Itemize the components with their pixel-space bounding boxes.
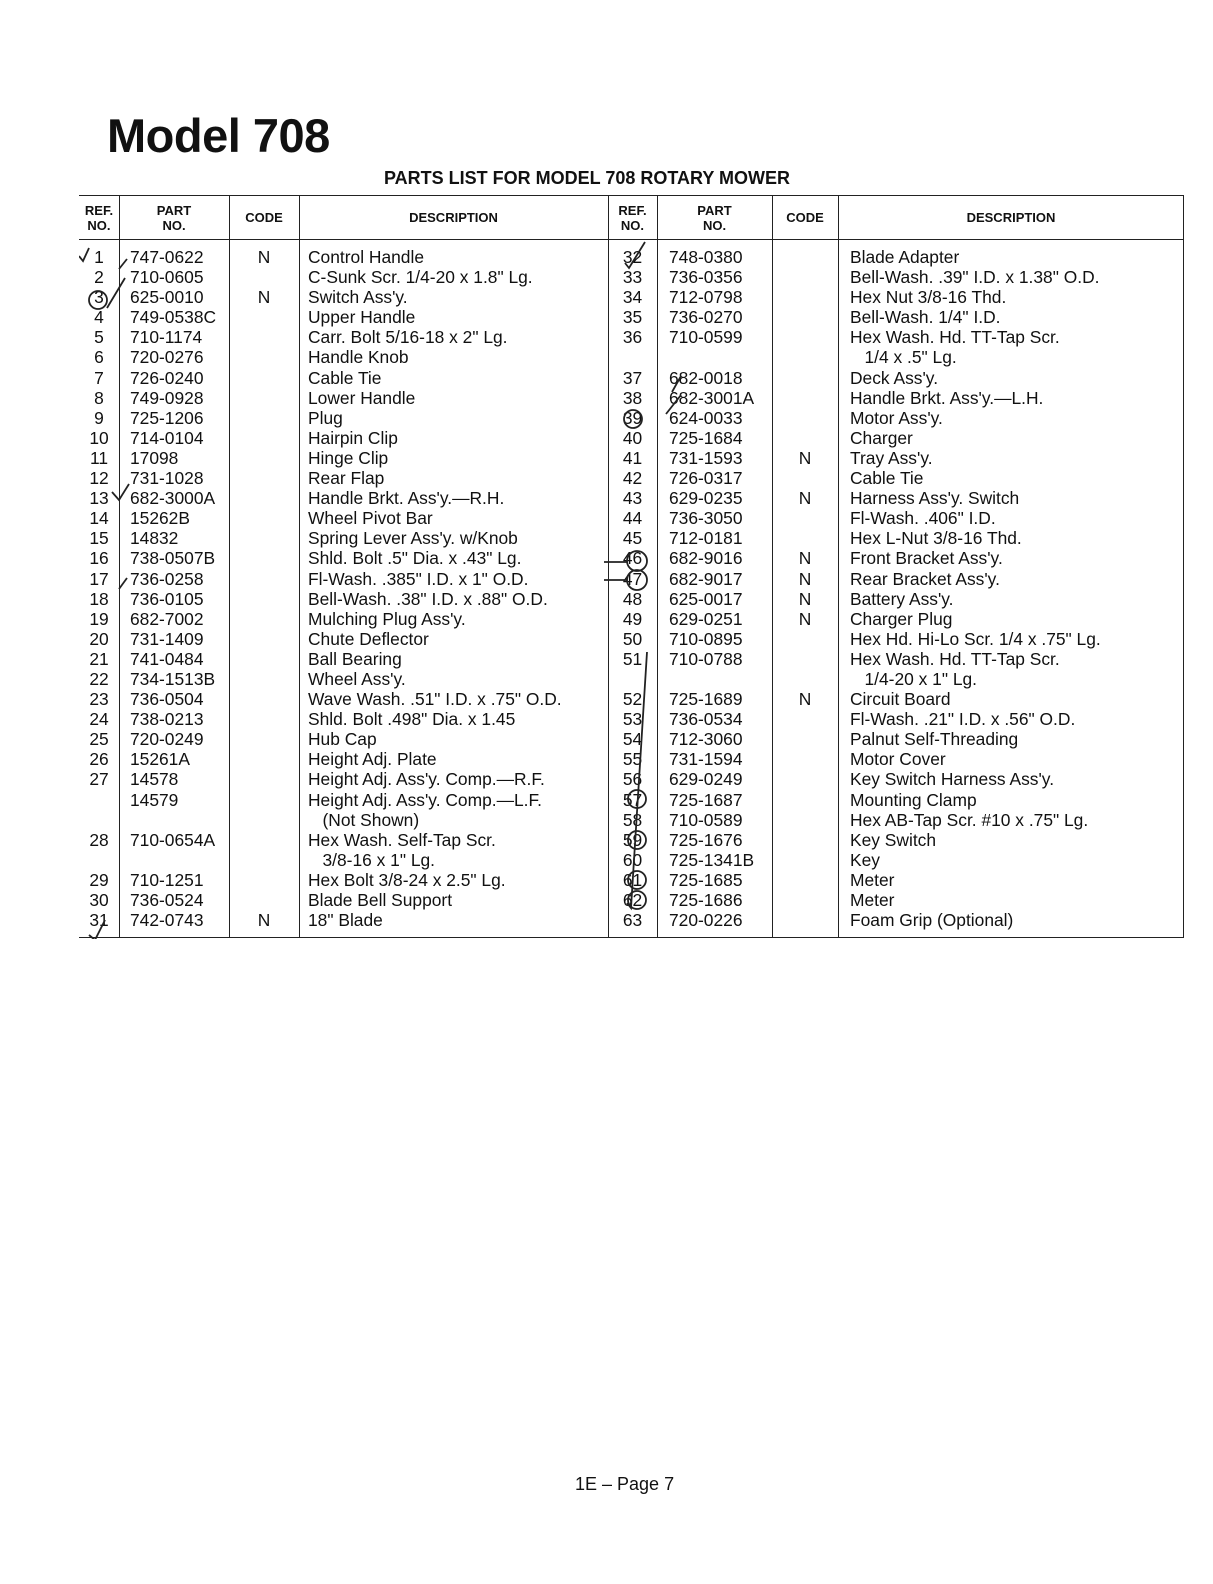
table-row [79, 649, 1183, 669]
description: Switch Ass'y. [308, 287, 408, 308]
description: Rear Bracket Ass'y. [850, 568, 1000, 589]
description: Carr. Bolt 5/16-18 x 2" Lg. [308, 327, 508, 348]
part-number: 712-0181 [669, 528, 743, 549]
table-row [79, 307, 1183, 327]
part-number: 682-3000A [130, 488, 216, 509]
table-row [79, 910, 1183, 930]
table-row [79, 528, 1183, 548]
description: Tray Ass'y. [850, 447, 933, 468]
table-row [79, 428, 1183, 448]
code-value: N [798, 608, 812, 629]
ref-number: 57 [622, 789, 643, 810]
description: Ball Bearing [308, 648, 402, 669]
ref-number: 22 [89, 668, 109, 689]
ref-number: 45 [622, 528, 643, 549]
description: Fl-Wash. .21" I.D. x .56" O.D. [850, 709, 1076, 730]
ref-number: 54 [622, 729, 643, 750]
ref-number: 27 [89, 769, 109, 790]
ref-number: 49 [622, 608, 643, 629]
ref-number: 38 [622, 387, 643, 408]
ref-number: 50 [622, 628, 643, 649]
part-number: 725-1676 [669, 829, 743, 850]
description: Handle Brkt. Ass'y.—L.H. [850, 387, 1044, 408]
part-number: 720-0276 [130, 347, 204, 368]
ref-number: 58 [622, 809, 643, 830]
description: Mulching Plug Ass'y. [308, 608, 466, 629]
ref-number: 24 [89, 709, 109, 730]
description: Height Adj. Ass'y. Comp.—L.F. [308, 789, 542, 810]
ref-number: 48 [622, 588, 643, 609]
part-number: 747-0622 [130, 247, 204, 267]
header-part-left: PART NO. [156, 202, 192, 233]
description: Wave Wash. .51" I.D. x .75" O.D. [308, 689, 562, 710]
part-number: 725-1684 [669, 427, 743, 448]
part-number: 736-0270 [669, 307, 743, 328]
header-ref-left: REF. NO. [84, 202, 114, 233]
part-number: 734-1513B [130, 668, 216, 689]
ref-number: 17 [89, 568, 109, 589]
code-value: N [798, 488, 812, 509]
table-row [79, 790, 1183, 810]
part-number: 720-0249 [130, 729, 204, 750]
header-description-right: DESCRIPTION [966, 210, 1056, 225]
table-row [79, 890, 1183, 910]
table-row [79, 247, 1183, 267]
code-value: N [798, 548, 812, 569]
part-number: 726-0240 [130, 367, 204, 388]
description: Key Switch Harness Ass'y. [850, 769, 1055, 790]
ref-number: 52 [622, 689, 643, 710]
description: Hex AB-Tap Scr. #10 x .75" Lg. [850, 809, 1089, 830]
description: Bell-Wash. .39" I.D. x 1.38" O.D. [850, 267, 1100, 288]
part-number: 731-1593 [669, 447, 743, 468]
ref-number: 35 [622, 307, 643, 328]
ref-number: 9 [94, 407, 104, 428]
ref-number: 1 [94, 247, 104, 267]
part-number: 736-0356 [669, 267, 743, 288]
part-number: 742-0743 [130, 910, 204, 931]
ref-number: 15 [89, 528, 109, 549]
code-value: N [798, 447, 812, 468]
header-description-left: DESCRIPTION [409, 210, 498, 225]
part-number: 629-0251 [669, 608, 743, 629]
table-row [79, 729, 1183, 749]
description: Circuit Board [850, 689, 951, 710]
table-row [79, 508, 1183, 528]
ref-number: 29 [89, 869, 109, 890]
description: Bell-Wash. 1/4" I.D. [850, 307, 1001, 328]
part-number: 731-1409 [130, 628, 204, 649]
part-number: 749-0538C [130, 307, 217, 328]
ref-number: 37 [622, 367, 643, 388]
ref-number: 4 [94, 307, 104, 328]
code-value: N [798, 689, 812, 710]
part-number: 712-3060 [669, 729, 743, 750]
part-number: 725-1685 [669, 869, 743, 890]
ref-number: 39 [622, 407, 643, 428]
description: C-Sunk Scr. 1/4-20 x 1.8" Lg. [308, 267, 533, 288]
ref-number: 3 [94, 287, 104, 308]
description: Rear Flap [308, 468, 385, 489]
description: Cable Tie [850, 468, 924, 489]
part-number: 710-0589 [669, 809, 743, 830]
ref-number: 51 [622, 648, 643, 669]
right-parts-list [79, 247, 1183, 930]
ref-number: 59 [622, 829, 643, 850]
table-row [79, 689, 1183, 709]
ref-number: 60 [622, 849, 643, 870]
ref-number: 12 [89, 468, 109, 489]
description: Meter [850, 869, 895, 890]
ref-number: 43 [622, 488, 643, 509]
description: Handle Brkt. Ass'y.—R.H. [308, 488, 505, 509]
part-number: 14832 [130, 528, 179, 549]
table-row [79, 347, 1183, 367]
part-number: 629-0235 [669, 488, 743, 509]
ref-number: 10 [89, 427, 109, 448]
description: Meter [850, 890, 895, 910]
header-divider [79, 239, 1183, 240]
description: Hex Bolt 3/8-24 x 2.5" Lg. [308, 869, 506, 890]
ref-number: 2 [94, 267, 104, 288]
page-title: Model 708 [107, 109, 330, 162]
description: Palnut Self-Threading [850, 729, 1019, 750]
part-number: 15261A [130, 749, 190, 770]
description: Hex Wash. Hd. TT-Tap Scr. [850, 648, 1060, 669]
description: Lower Handle [308, 387, 416, 408]
ref-number: 31 [89, 910, 109, 931]
code-value: N [798, 568, 812, 589]
part-number: 14579 [130, 789, 179, 810]
description: Wheel Pivot Bar [308, 508, 433, 529]
ref-number: 20 [89, 628, 109, 649]
ref-number: 46 [622, 548, 643, 569]
description: Handle Knob [308, 347, 409, 368]
part-number: 720-0226 [669, 910, 743, 931]
description: 3/8-16 x 1" Lg. [308, 849, 436, 870]
description: Upper Handle [308, 307, 416, 328]
part-number: 725-1341B [669, 849, 755, 870]
part-number: 736-0534 [669, 709, 743, 730]
table-row [79, 810, 1183, 830]
description: Shld. Bolt .498" Dia. x 1.45 [308, 709, 516, 730]
table-row [79, 548, 1183, 568]
part-number: 625-0010 [130, 287, 204, 308]
ref-number: 36 [622, 327, 643, 348]
part-number: 710-0895 [669, 628, 743, 649]
ref-number: 40 [622, 427, 643, 448]
part-number: 736-0105 [130, 588, 204, 609]
ref-number: 21 [89, 648, 109, 669]
description: Motor Cover [850, 749, 946, 770]
part-number: 738-0507B [130, 548, 216, 569]
code-value: N [257, 287, 271, 308]
table-row [79, 408, 1183, 428]
part-number: 736-0504 [130, 689, 204, 710]
parts-table [79, 195, 1184, 938]
ref-number: 56 [622, 769, 643, 790]
description: 1/4-20 x 1" Lg. [850, 668, 978, 689]
header-ref-right: REF. NO. [618, 202, 647, 233]
table-row [79, 709, 1183, 729]
description: Hex Wash. Self-Tap Scr. [308, 829, 496, 850]
ref-number: 14 [89, 508, 109, 529]
description: Fl-Wash. .385" I.D. x 1" O.D. [308, 568, 529, 589]
part-number: 736-0524 [130, 890, 204, 910]
description: 1/4 x .5" Lg. [850, 347, 957, 368]
ref-number: 7 [94, 367, 104, 388]
description: Shld. Bolt .5" Dia. x .43" Lg. [308, 548, 522, 569]
code-value: N [257, 247, 271, 267]
description: Deck Ass'y. [850, 367, 939, 388]
part-number: 710-0605 [130, 267, 204, 288]
description: Hairpin Clip [308, 427, 398, 448]
ref-number: 5 [94, 327, 104, 348]
description: Battery Ass'y. [850, 588, 954, 609]
ref-number: 26 [89, 749, 109, 770]
ref-number: 61 [622, 869, 643, 890]
description: Charger [850, 427, 913, 448]
part-number: 682-9016 [669, 548, 743, 569]
part-number: 736-3050 [669, 508, 743, 529]
table-row [79, 629, 1183, 649]
table-row [79, 287, 1183, 307]
part-number: 749-0928 [130, 387, 204, 408]
ref-number: 63 [622, 910, 643, 931]
page-number: 1E – Page 7 [575, 1474, 675, 1494]
ref-number: 16 [89, 548, 109, 569]
description: Mounting Clamp [850, 789, 977, 810]
table-row [79, 569, 1183, 589]
ref-number: 33 [622, 267, 643, 288]
description: Cable Tie [308, 367, 382, 388]
ref-number: 6 [94, 347, 104, 368]
part-number: 738-0213 [130, 709, 204, 730]
table-row [79, 669, 1183, 689]
part-number: 731-1028 [130, 468, 204, 489]
table-row [79, 448, 1183, 468]
part-number: 725-1687 [669, 789, 743, 810]
table-row [79, 749, 1183, 769]
header-code-right: CODE [786, 210, 824, 225]
part-number: 682-9017 [669, 568, 743, 589]
table-row [79, 850, 1183, 870]
description: Hex Hd. Hi-Lo Scr. 1/4 x .75" Lg. [850, 628, 1101, 649]
table-row [79, 327, 1183, 347]
part-number: 725-1206 [130, 407, 204, 428]
ref-number: 62 [622, 890, 643, 910]
ref-number: 42 [622, 468, 643, 489]
part-number: 14578 [130, 769, 179, 790]
code-value: N [257, 910, 271, 931]
part-number: 710-1174 [130, 327, 203, 348]
ref-number: 53 [622, 709, 643, 730]
description: Hex Wash. Hd. TT-Tap Scr. [850, 327, 1060, 348]
description: Hub Cap [308, 729, 377, 750]
part-number: 682-3001A [669, 387, 755, 408]
table-row [79, 589, 1183, 609]
header-code-left: CODE [245, 210, 283, 225]
part-number: 15262B [130, 508, 190, 529]
part-number: 725-1686 [669, 890, 743, 910]
part-number: 629-0249 [669, 769, 743, 790]
part-number: 712-0798 [669, 287, 743, 308]
description: 18" Blade [308, 910, 383, 931]
part-number: 731-1594 [669, 749, 743, 770]
description: Key Switch [850, 829, 937, 850]
part-number: 748-0380 [669, 247, 743, 267]
description: Chute Deflector [308, 628, 429, 649]
ref-number: 8 [94, 387, 104, 408]
ref-number: 30 [89, 890, 109, 910]
code-value: N [798, 588, 812, 609]
description: Plug [308, 407, 343, 428]
table-row [79, 830, 1183, 850]
part-number: 710-0654A [130, 829, 216, 850]
part-number: 625-0017 [669, 588, 743, 609]
description: Foam Grip (Optional) [850, 910, 1014, 931]
table-row [79, 870, 1183, 890]
description: Height Adj. Ass'y. Comp.—R.F. [308, 769, 545, 790]
part-number: 710-1251 [130, 869, 204, 890]
ref-number: 34 [622, 287, 643, 308]
table-row [79, 388, 1183, 408]
description: Blade Bell Support [308, 890, 453, 910]
ref-number: 18 [89, 588, 109, 609]
table-row [79, 609, 1183, 629]
description: Fl-Wash. .406" I.D. [850, 508, 996, 529]
ref-number: 32 [622, 247, 643, 267]
part-number: 17098 [130, 447, 179, 468]
description: Harness Ass'y. Switch [850, 488, 1020, 509]
table-row [79, 488, 1183, 508]
description: Hex Nut 3/8-16 Thd. [850, 287, 1007, 308]
parts-list-heading: PARTS LIST FOR MODEL 708 ROTARY MOWER [384, 168, 791, 188]
table-row [79, 468, 1183, 488]
ref-number: 23 [89, 689, 109, 710]
description: (Not Shown) [308, 809, 420, 830]
part-number: 736-0258 [130, 568, 204, 589]
ref-number: 11 [89, 447, 109, 468]
description: Hex L-Nut 3/8-16 Thd. [850, 528, 1022, 549]
part-number: 682-0018 [669, 367, 743, 388]
part-number: 726-0317 [669, 468, 743, 489]
part-number: 710-0788 [669, 648, 743, 669]
ref-number: 44 [622, 508, 643, 529]
ref-number: 13 [89, 488, 109, 509]
ref-number: 55 [622, 749, 643, 770]
table-row [79, 769, 1183, 789]
part-number: 682-7002 [130, 608, 204, 629]
part-number: 624-0033 [669, 407, 743, 428]
description: Spring Lever Ass'y. w/Knob [308, 528, 518, 549]
part-number: 725-1689 [669, 689, 743, 710]
ref-number: 25 [89, 729, 109, 750]
ref-number: 47 [622, 568, 643, 589]
table-row [79, 368, 1183, 388]
description: Motor Ass'y. [850, 407, 943, 428]
ref-number: 41 [622, 447, 643, 468]
part-number: 741-0484 [130, 648, 204, 669]
description: Front Bracket Ass'y. [850, 548, 1003, 569]
ref-number: 19 [89, 608, 109, 629]
description: Wheel Ass'y. [308, 668, 406, 689]
description: Charger Plug [850, 608, 953, 629]
description: Hinge Clip [308, 447, 389, 468]
part-number: 710-0599 [669, 327, 743, 348]
table-row [79, 267, 1183, 287]
description: Key [850, 849, 880, 870]
description: Bell-Wash. .38" I.D. x .88" O.D. [308, 588, 548, 609]
header-part-right: PART NO. [697, 202, 732, 233]
part-number: 714-0104 [130, 427, 204, 448]
ref-number: 28 [89, 829, 109, 850]
description: Blade Adapter [850, 247, 960, 267]
description: Control Handle [308, 247, 425, 267]
description: Height Adj. Plate [308, 749, 437, 770]
